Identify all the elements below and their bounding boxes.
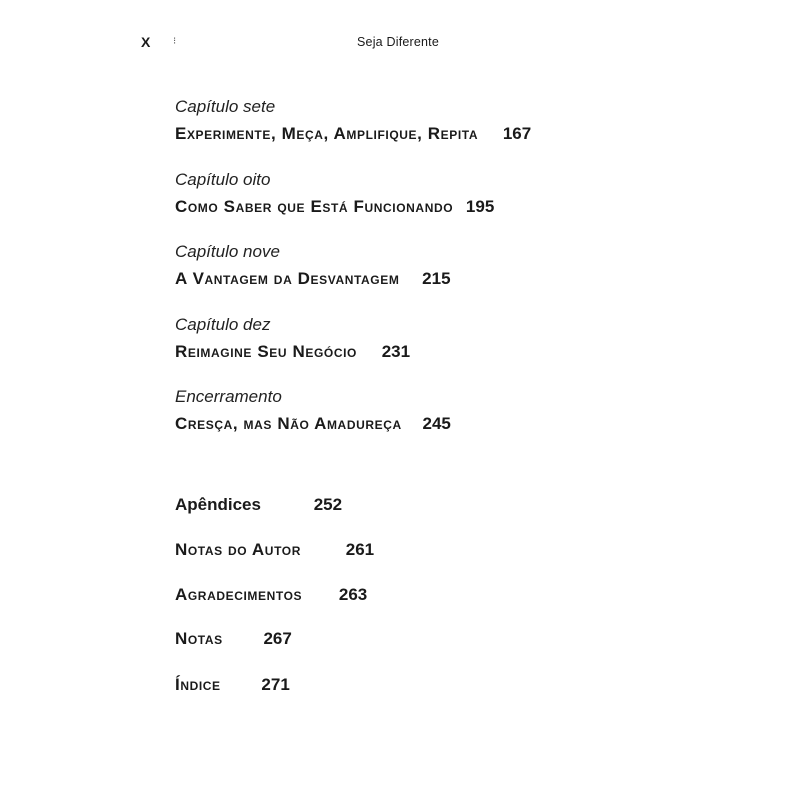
toc-entry-chapter-7[interactable]	[175, 97, 531, 144]
backmatter-page-number: 252	[313, 495, 343, 514]
toc-entry-chapter-8[interactable]	[175, 170, 494, 217]
backmatter-title: Agradecimentos	[175, 585, 303, 604]
chapter-page-number: 167	[502, 124, 532, 143]
backmatter-page-number: 263	[338, 585, 368, 604]
chapter-title: Reimagine Seu Negócio	[175, 342, 357, 361]
backmatter-title: Índice	[175, 675, 221, 694]
chapter-page-number: 231	[381, 342, 411, 361]
chapter-title: Cresça, mas Não Amadureça	[175, 414, 402, 433]
chapter-label: Capítulo dez	[175, 315, 271, 334]
backmatter-page-number: 271	[261, 675, 290, 694]
chapter-title: Experimente, Meça, Amplifique, Repita	[175, 124, 479, 143]
chapter-page-number: 245	[422, 414, 451, 433]
toc-entry-author-notes[interactable]	[175, 540, 374, 560]
chapter-page-number: 195	[465, 197, 495, 216]
toc-entry-closing[interactable]	[175, 387, 451, 434]
chapter-title: A Vantagem da Desvantagem	[175, 269, 400, 288]
backmatter-title: Notas do Autor	[175, 540, 301, 559]
folio-page-number: X	[141, 34, 152, 50]
toc-entry-chapter-9[interactable]	[175, 242, 451, 289]
chapter-label: Capítulo sete	[175, 97, 276, 116]
toc-entry-appendices[interactable]	[175, 495, 342, 515]
chapter-page-number: 215	[422, 269, 451, 288]
backmatter-title: Apêndices	[175, 495, 261, 514]
chapter-label: Encerramento	[175, 387, 282, 406]
toc-entry-index[interactable]	[175, 675, 290, 695]
running-head-title: Seja Diferente	[357, 35, 440, 49]
backmatter-page-number: 261	[345, 540, 375, 559]
toc-entry-chapter-10[interactable]	[175, 315, 410, 362]
backmatter-title: Notas	[175, 629, 223, 648]
chapter-label: Capítulo oito	[175, 170, 271, 189]
chapter-title: Como Saber que Está Funcionando	[175, 197, 454, 216]
folio-ornament: ⁝	[173, 36, 177, 47]
toc-entry-notes[interactable]	[175, 629, 292, 649]
toc-entry-acknowledgments[interactable]	[175, 585, 367, 605]
chapter-label: Capítulo nove	[175, 242, 280, 261]
backmatter-page-number: 267	[263, 629, 292, 648]
